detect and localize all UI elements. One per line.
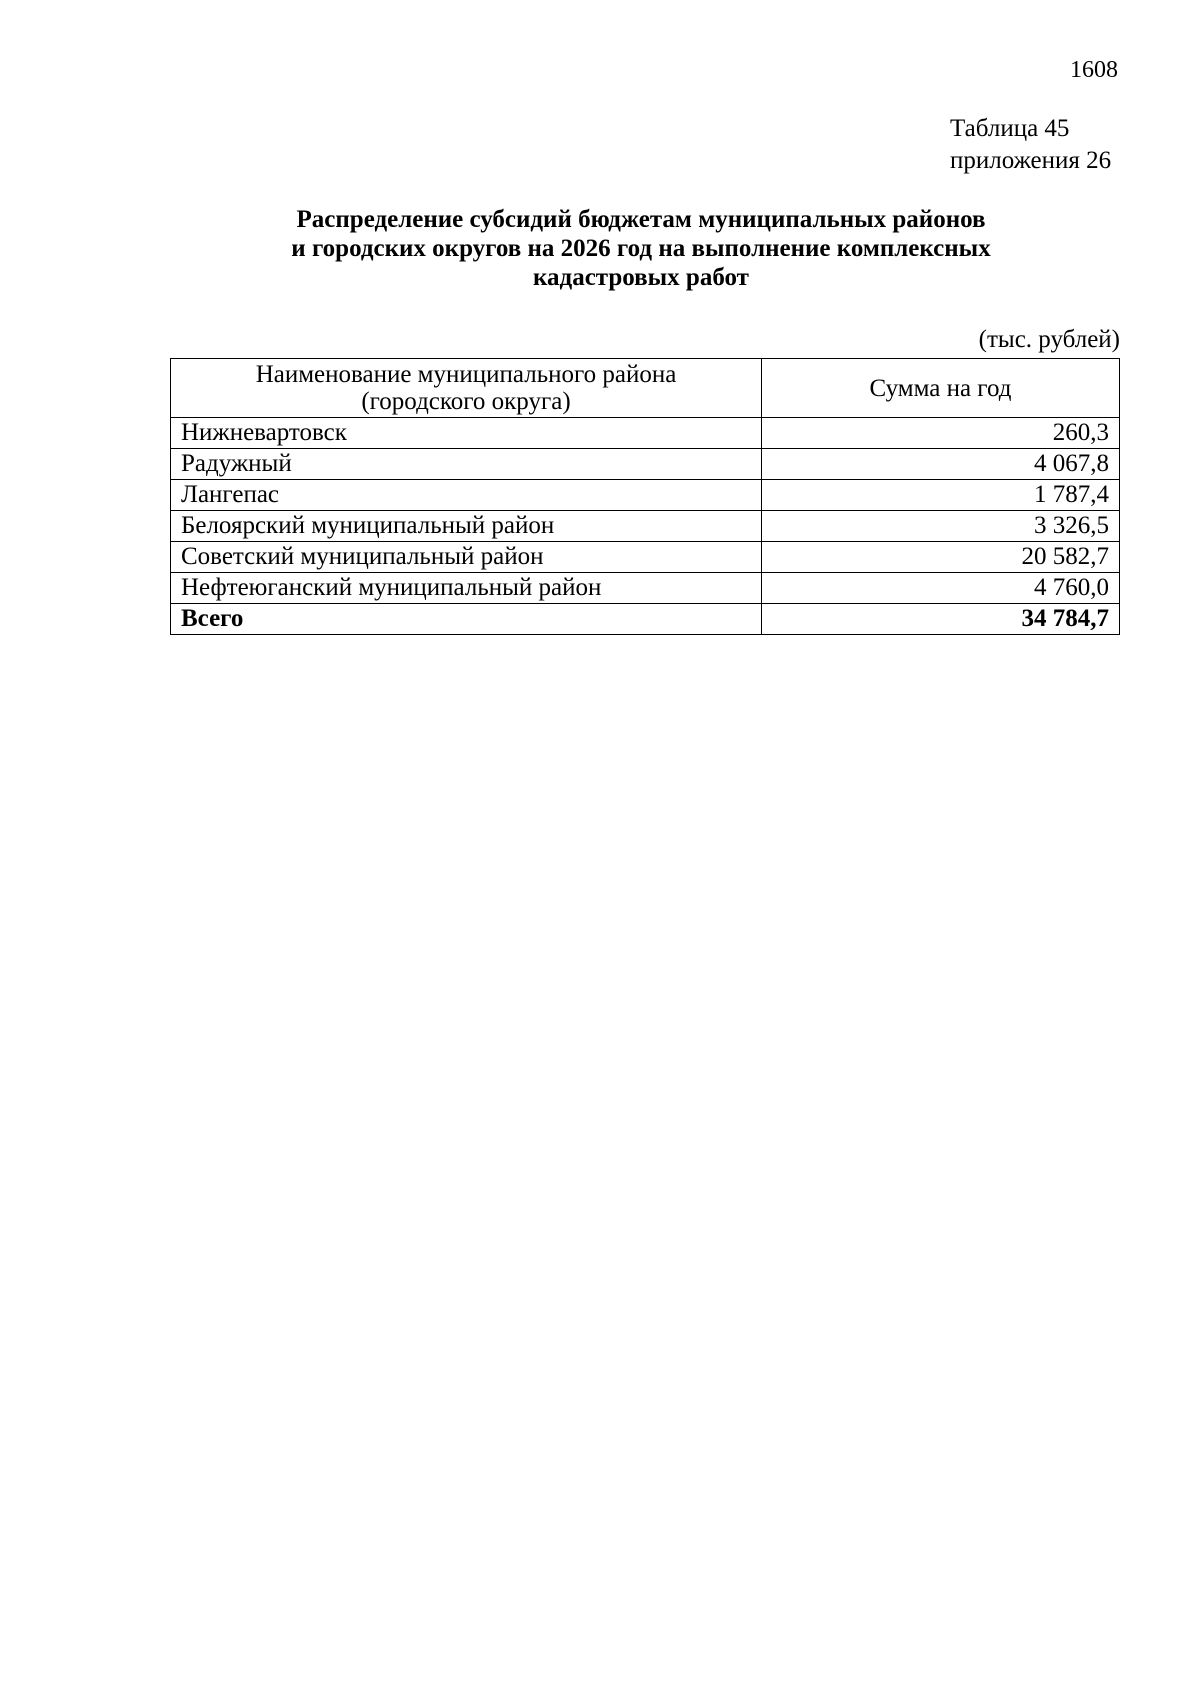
row-name: Радужный	[171, 449, 762, 480]
total-label: Всего	[171, 604, 762, 635]
document-title	[170, 205, 1112, 292]
table-row	[171, 511, 1120, 542]
table-row	[171, 449, 1120, 480]
title-line-2: и городских округов на 2026 год на выполнение комплексных	[291, 235, 991, 262]
table-row	[171, 418, 1120, 449]
table-header-row	[171, 359, 1120, 418]
header-name-line-1: Наименование муниципального района	[255, 361, 677, 388]
units-label: (тыс. рублей)	[978, 326, 1120, 353]
row-name: Нижневартовск	[171, 418, 762, 449]
table-row	[171, 542, 1120, 573]
title-line-3: кадастровых работ	[533, 264, 749, 291]
table-number: Таблица 45	[950, 115, 1070, 142]
row-amount: 260,3	[762, 418, 1120, 449]
header-amount: Сумма на год	[762, 359, 1120, 418]
title-line-1: Распределение субсидий бюджетам муниципальных районов	[296, 206, 986, 233]
row-name: Белоярский муниципальный район	[171, 511, 762, 542]
row-amount: 1 787,4	[762, 480, 1120, 511]
row-name: Лангепас	[171, 480, 762, 511]
subsidy-table	[170, 358, 1120, 635]
row-amount: 4 760,0	[762, 573, 1120, 604]
total-row	[171, 604, 1120, 635]
table-row	[171, 573, 1120, 604]
appendix-number: приложения 26	[950, 147, 1112, 174]
total-amount: 34 784,7	[762, 604, 1120, 635]
row-amount: 4 067,8	[762, 449, 1120, 480]
header-name-line-2: (городского округа)	[361, 388, 571, 415]
table-row	[171, 480, 1120, 511]
row-amount: 3 326,5	[762, 511, 1120, 542]
row-name: Нефтеюганский муниципальный район	[171, 573, 762, 604]
row-name: Советский муниципальный район	[171, 542, 762, 573]
header-name	[171, 359, 762, 418]
table-reference	[950, 113, 1111, 177]
row-amount: 20 582,7	[762, 542, 1120, 573]
page-number: 1608	[1070, 57, 1118, 83]
